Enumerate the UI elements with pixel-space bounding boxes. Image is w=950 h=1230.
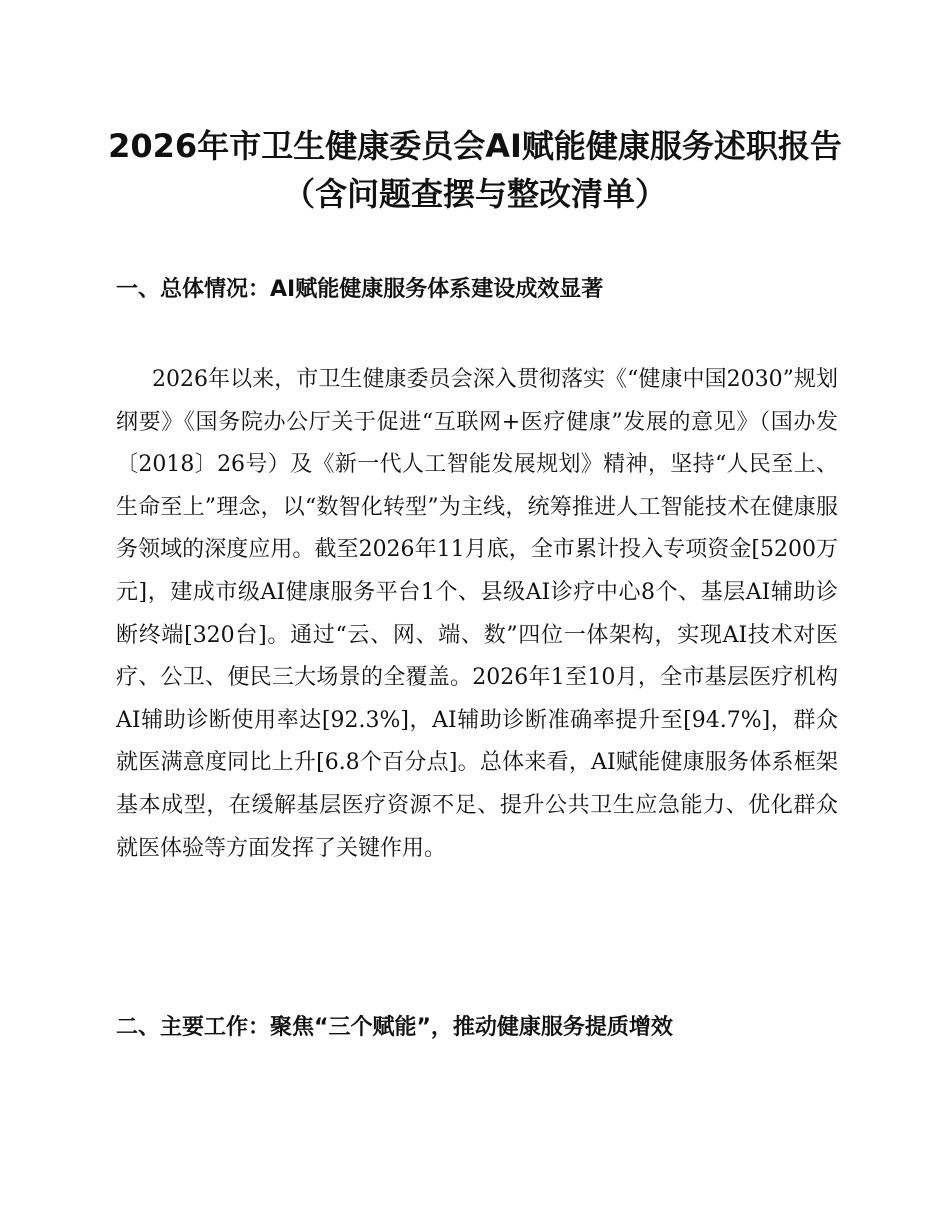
overview-paragraph: 2026年以来，市卫生健康委员会深入贯彻落实《“健康中国2030”规划纲要》《国务院办公厅关于促进“互联网+医疗健康”发展的意见》（国办发〔2018〕26号）及《新一代人工智能发展规划》精神，坚持“人民至上、生命至上”理念，以“数智化转型”为主线，统筹推进人工智能技术在健康服务领域的深度应用。截至2026年11月底，全市累计投入专项资金[5200万元]，建成市级AI健康服务平台1个、县级AI诊疗中心8个、基层AI辅助诊断终端[320台]。通过“云、网、端、数”四位一体架构，实现AI技术对医疗、公卫、便民三大场景的全覆盖。2026年1至10月，全市基层医疗机构AI辅助诊断使用率达[92.3%]，AI辅助诊断准确率提升至[94.7%]，群众就医满意度同比上升[6.8个百分点]。总体来看，AI赋能健康服务体系框架基本成型，在缓解基层医疗资源不足、提升公共卫生应急能力、优化群众就医体验等方面发挥了关键作用。 xyxy=(116,367,838,861)
section-heading-main-work: 二、主要工作：聚焦“三个赋能”，推动健康服务提质增效 xyxy=(116,1015,673,1040)
document-title: 2026年市卫生健康委员会AI赋能健康服务述职报告（含问题查摆与整改清单） xyxy=(108,127,842,213)
section-heading-overview: 一、总体情况：AI赋能健康服务体系建设成效显著 xyxy=(116,277,604,302)
